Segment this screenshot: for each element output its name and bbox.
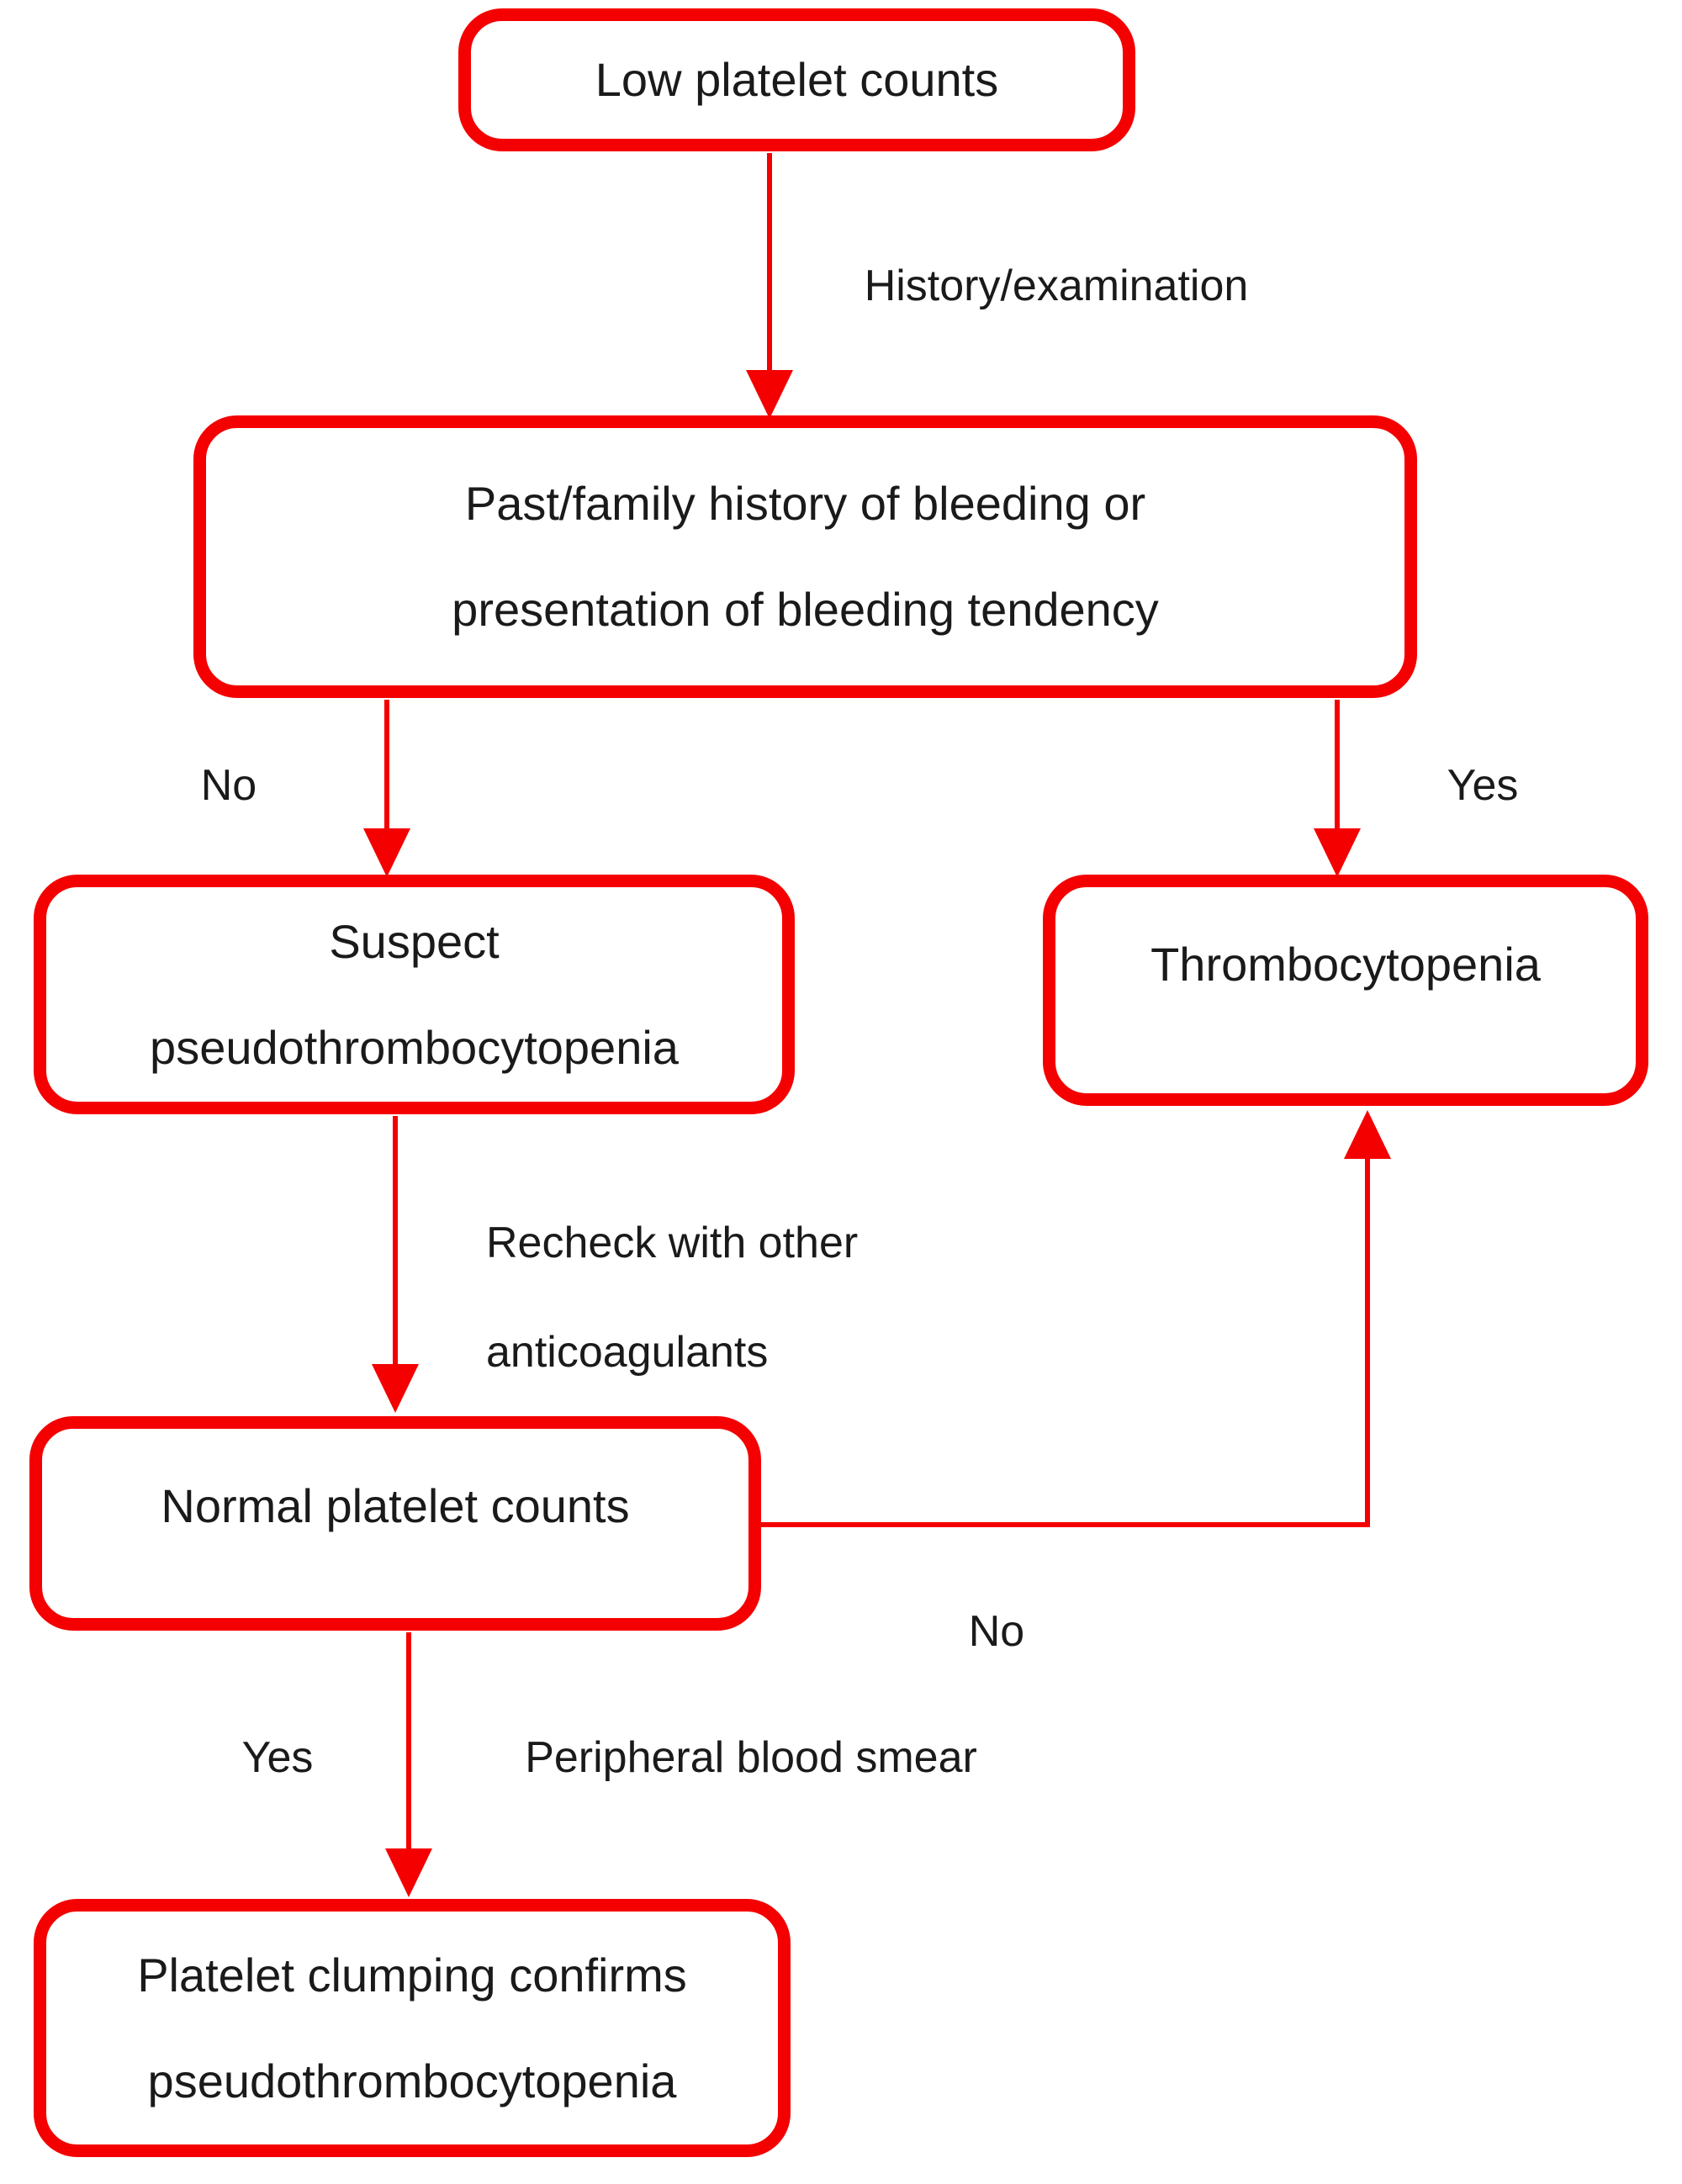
arrow-up-to-thrombocytopenia-icon xyxy=(1344,1110,1391,1159)
node-text-line: pseudothrombocytopenia xyxy=(150,1020,679,1074)
arrow-down-history-icon xyxy=(746,370,793,419)
connector-no-elbow-horizontal xyxy=(761,1522,1370,1527)
node-text-line: Normal platelet counts xyxy=(161,1479,630,1532)
edge-label-yes-to-smear: Yes xyxy=(241,1733,314,1782)
connector-smear-shaft xyxy=(406,1632,411,1849)
node-text-line: Low platelet counts xyxy=(595,53,999,106)
node-text-line: presentation of bleeding tendency xyxy=(452,583,1159,636)
node-text-line: Platelet clumping confirms xyxy=(137,1948,687,2002)
connector-recheck-shaft xyxy=(393,1116,398,1366)
arrow-down-smear-icon xyxy=(385,1848,432,1897)
node-text-line: Suspect xyxy=(329,914,500,968)
node-platelet-clumping-confirms xyxy=(34,1899,791,2157)
edge-label-peripheral-blood-smear: Peripheral blood smear xyxy=(525,1733,977,1782)
connector-history-shaft xyxy=(767,153,772,372)
edge-label-recheck-line-1: Recheck with other xyxy=(486,1219,859,1267)
edge-label-recheck-line-2: anticoagulants xyxy=(486,1328,769,1377)
node-text-line: pseudothrombocytopenia xyxy=(147,2054,677,2107)
node-text-line: Thrombocytopenia xyxy=(1150,938,1541,991)
node-thrombocytopenia xyxy=(1043,875,1648,1106)
arrow-down-yes-branch-icon xyxy=(1314,828,1361,877)
edge-label-yes-branch: Yes xyxy=(1447,761,1519,810)
edge-label-no-branch: No xyxy=(200,761,257,810)
arrow-down-recheck-icon xyxy=(372,1364,419,1413)
node-low-platelet-counts xyxy=(458,8,1135,151)
node-suspect-pseudothrombocytopenia xyxy=(34,875,795,1114)
node-text-line: Past/family history of bleeding or xyxy=(464,477,1146,530)
arrow-down-no-branch-icon xyxy=(363,828,410,877)
connector-no-elbow-vertical xyxy=(1365,1159,1370,1527)
connector-no-branch-shaft xyxy=(384,700,389,830)
connector-yes-branch-shaft xyxy=(1335,700,1340,830)
node-normal-platelet-counts xyxy=(29,1416,761,1631)
edge-label-history-examination: History/examination xyxy=(864,262,1249,310)
edge-label-no-to-thrombocytopenia: No xyxy=(968,1607,1025,1656)
node-past-family-history xyxy=(193,415,1417,698)
